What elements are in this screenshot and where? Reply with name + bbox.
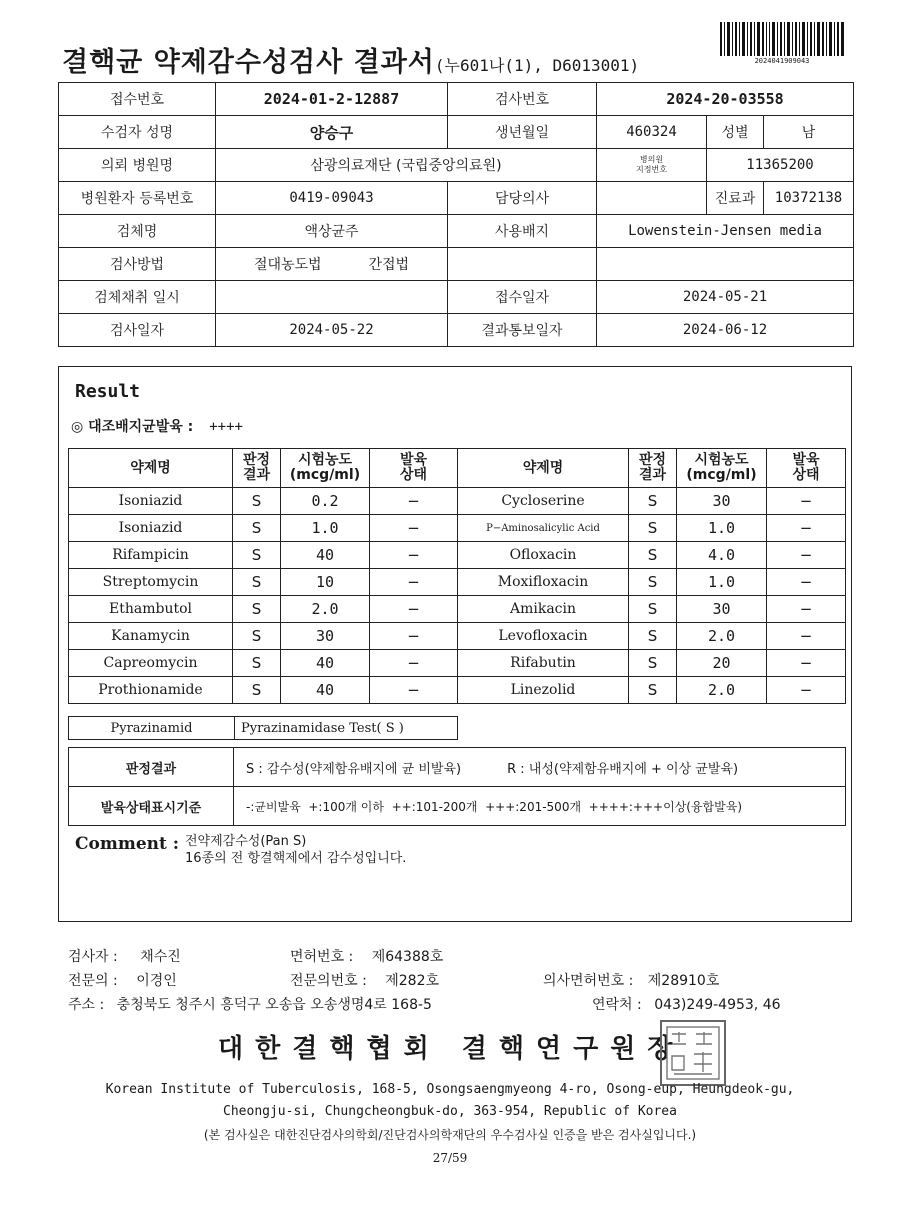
specimen: 액상균주 — [216, 215, 448, 248]
report-date-label: 결과통보일자 — [448, 314, 597, 347]
birth: 460324 — [597, 116, 707, 149]
judge-result: S — [233, 596, 281, 623]
document-title — [62, 40, 639, 79]
test-conc: 4.0 — [677, 542, 767, 569]
specialist-no-line — [290, 970, 439, 990]
test-conc: 30 — [281, 623, 370, 650]
table-row — [69, 596, 846, 623]
hospital: 삼광의료재단 (국립중앙의료원) — [216, 149, 597, 182]
birth-label: 생년월일 — [448, 116, 597, 149]
method-2: 간접법 — [368, 257, 410, 273]
test-conc: 30 — [677, 488, 767, 515]
hospital-code-label-1: 병의원 — [639, 155, 664, 164]
test-conc: 30 — [677, 596, 767, 623]
table-row — [69, 677, 846, 704]
test-conc: 2.0 — [677, 677, 767, 704]
empty-cell — [448, 248, 597, 281]
judge-result: S — [233, 650, 281, 677]
license-line — [290, 946, 443, 966]
method-1: 절대농도법 — [253, 257, 322, 273]
test-conc: 40 — [281, 677, 370, 704]
header-drug: 약제명 — [69, 449, 233, 488]
judge-result: S — [233, 515, 281, 542]
header-growth-1: 발육 — [399, 452, 428, 468]
judge-legend-r: R : 내성(약제함유배지에 + 이상 균발육) — [507, 761, 739, 777]
drug-name: Ethambutol — [69, 596, 233, 623]
drug-name: Levofloxacin — [458, 623, 629, 650]
info-row — [59, 215, 854, 248]
patient-name: 양승구 — [216, 116, 448, 149]
report-date: 2024-06-12 — [597, 314, 854, 347]
page-number: 27/59 — [432, 1151, 468, 1165]
test-conc: 2.0 — [281, 596, 370, 623]
judge-result: S — [629, 596, 677, 623]
growth-status: − — [370, 515, 458, 542]
info-row — [59, 248, 854, 281]
header-growth — [370, 449, 458, 488]
header-conc-2: (mcg/ml) — [289, 467, 361, 483]
doctor-license-line — [543, 970, 719, 990]
address-line — [68, 994, 432, 1014]
legend-row — [69, 787, 846, 826]
judge-result: S — [233, 623, 281, 650]
comment-line: 전약제감수성(Pan S) — [185, 834, 307, 849]
sex-label: 성별 — [707, 116, 764, 149]
test-conc: 0.2 — [281, 488, 370, 515]
judge-result: S — [629, 488, 677, 515]
test-conc: 1.0 — [677, 515, 767, 542]
growth-status: − — [767, 623, 846, 650]
address-english-2: Cheongju-si, Chungcheongbuk-do, 363-954, Republic of Korea — [223, 1104, 677, 1119]
header-conc-2: (mcg/ml) — [686, 467, 757, 483]
judge-result: S — [629, 677, 677, 704]
test-conc: 20 — [677, 650, 767, 677]
collection — [216, 281, 448, 314]
growth-status: − — [767, 542, 846, 569]
hospital-label: 의뢰 병원명 — [59, 149, 216, 182]
info-row — [59, 281, 854, 314]
growth-status: − — [370, 488, 458, 515]
growth-status: − — [767, 515, 846, 542]
medium-label: 사용배지 — [448, 215, 597, 248]
official-seal-icon — [660, 1020, 726, 1086]
growth-legend-label: 발육상태표시기준 — [69, 787, 234, 826]
hospital-code: 11365200 — [707, 149, 854, 182]
hospital-patient-no-label: 병원환자 등록번호 — [59, 182, 216, 215]
growth-status: − — [370, 542, 458, 569]
specimen-label: 검체명 — [59, 215, 216, 248]
specialist-line — [68, 970, 177, 990]
collection-label: 검체채취 일시 — [59, 281, 216, 314]
address-label: 주소 : — [68, 997, 105, 1013]
department: 10372138 — [764, 182, 854, 215]
doctor-label: 담당의사 — [448, 182, 597, 215]
drug-name: Capreomycin — [69, 650, 233, 677]
growth-status: − — [767, 569, 846, 596]
drug-name: Isoniazid — [69, 515, 233, 542]
header-judge-1: 판정 — [638, 452, 667, 468]
info-row — [59, 149, 854, 182]
judge-legend-label: 판정결과 — [69, 748, 234, 787]
judge-result: S — [629, 650, 677, 677]
test-conc: 1.0 — [677, 569, 767, 596]
table-row — [69, 515, 846, 542]
growth-status: − — [370, 596, 458, 623]
received: 2024-05-21 — [597, 281, 854, 314]
doctor-license-label: 의사면허번호 : — [543, 973, 634, 989]
header-judge-1: 판정 — [242, 452, 271, 468]
pyrazinamide-label: Pyrazinamid — [68, 716, 235, 740]
patient-name-label: 수검자 성명 — [59, 116, 216, 149]
test-conc: 40 — [281, 650, 370, 677]
contact-label: 연락처 : — [592, 997, 642, 1013]
header-judge — [233, 449, 281, 488]
tester-label: 검사자 : — [68, 949, 118, 965]
tester-name: 채수진 — [140, 949, 181, 965]
drug-name: Prothionamide — [69, 677, 233, 704]
judge-result: S — [233, 677, 281, 704]
judge-result: S — [629, 623, 677, 650]
drug-name: Kanamycin — [69, 623, 233, 650]
license-no: 제64388호 — [371, 949, 444, 965]
specialist-no: 제282호 — [385, 973, 440, 989]
growth-status: − — [370, 623, 458, 650]
header-judge-2: 결과 — [638, 467, 667, 483]
control-growth-value: ++++ — [209, 419, 243, 435]
judge-legend-value — [234, 748, 846, 787]
table-row — [69, 542, 846, 569]
contact-line — [592, 994, 781, 1014]
result-section — [58, 366, 852, 922]
judge-result: S — [233, 569, 281, 596]
certification-note: (본 검사실은 대한진단검사의학회/진단검사의학재단의 우수검사실 인증을 받은 검사실입니다.) — [203, 1128, 697, 1142]
judge-result: S — [629, 515, 677, 542]
growth-status: − — [370, 677, 458, 704]
reception-no-label: 접수번호 — [59, 83, 216, 116]
drug-name: Ofloxacin — [458, 542, 629, 569]
table-row — [69, 488, 846, 515]
comment-text — [185, 833, 406, 867]
hospital-patient-no: 0419-09043 — [216, 182, 448, 215]
growth-status: − — [767, 488, 846, 515]
judge-result: S — [629, 542, 677, 569]
comment-line: 16종의 전 항결핵제에서 감수성입니다. — [185, 851, 407, 866]
legend-table — [68, 747, 846, 826]
hospital-code-label — [597, 149, 707, 182]
table-row — [69, 650, 846, 677]
method — [216, 248, 448, 281]
test-conc: 10 — [281, 569, 370, 596]
header-conc-1: 시험농도 — [297, 452, 353, 468]
specialist-name: 이경인 — [136, 973, 177, 989]
reception-no: 2024-01-2-12887 — [216, 83, 448, 116]
result-title: Result — [75, 381, 141, 402]
drug-name: Moxifloxacin — [458, 569, 629, 596]
empty-cell — [597, 248, 854, 281]
growth-status: − — [767, 677, 846, 704]
growth-status: − — [370, 569, 458, 596]
patient-info-table — [58, 82, 854, 347]
drug-name: P−Aminosalicylic Acid — [458, 515, 629, 542]
info-row — [59, 116, 854, 149]
control-growth-label: ◎ 대조배지균발육 : — [71, 419, 194, 435]
drug-name: Cycloserine — [458, 488, 629, 515]
judge-result: S — [629, 569, 677, 596]
pyrazinamide-value: Pyrazinamidase Test( S ) — [234, 716, 458, 740]
pyrazinamide-row — [68, 716, 458, 740]
test-conc: 1.0 — [281, 515, 370, 542]
sex: 남 — [764, 116, 854, 149]
barcode-bars — [720, 22, 844, 56]
drug-name: Streptomycin — [69, 569, 233, 596]
control-growth — [71, 416, 243, 436]
info-row — [59, 182, 854, 215]
info-row — [59, 314, 854, 347]
info-row — [59, 83, 854, 116]
header-conc — [281, 449, 370, 488]
test-no-label: 검사번호 — [448, 83, 597, 116]
growth-status: − — [767, 596, 846, 623]
table-row — [69, 569, 846, 596]
method-label: 검사방법 — [59, 248, 216, 281]
header-growth-1: 발육 — [792, 452, 820, 468]
header-growth — [767, 449, 846, 488]
title-text: 결핵균 약제감수성검사 결과서 — [62, 47, 435, 78]
test-no: 2024-20-03558 — [597, 83, 854, 116]
header-conc-1: 시험농도 — [694, 452, 749, 468]
growth-legend-value: -:균비발육 +:100개 이하 ++:101-200개 +++:201-500개 ++++:+++이상(융합발육) — [234, 787, 846, 826]
received-label: 접수일자 — [448, 281, 597, 314]
test-conc: 2.0 — [677, 623, 767, 650]
test-date: 2024-05-22 — [216, 314, 448, 347]
drug-table-header — [69, 449, 846, 488]
header-growth-2: 상태 — [399, 467, 428, 483]
address-english-1: Korean Institute of Tuberculosis, 168-5, Osongsaengmyeong 4-ro, Osong-eup, Heungdeok-gu, — [105, 1082, 795, 1097]
specialist-label: 전문의 : — [68, 973, 118, 989]
contact: 043)249-4953, 46 — [654, 997, 781, 1013]
legend-row — [69, 748, 846, 787]
title-code: (누601나(1), D6013001) — [434, 56, 640, 75]
address: 충청북도 청주시 흥덕구 오송읍 오송생명4로 168-5 — [116, 997, 432, 1013]
department-label: 진료과 — [707, 182, 764, 215]
medium: Lowenstein-Jensen media — [597, 215, 854, 248]
growth-status: − — [767, 650, 846, 677]
judge-legend-s: S : 감수성(약제함유배지에 균 비발육) — [246, 761, 462, 777]
header-judge-2: 결과 — [242, 467, 271, 483]
test-conc: 40 — [281, 542, 370, 569]
drug-name: Linezolid — [458, 677, 629, 704]
organization-name: 대한결핵협회 결핵연구원장 — [218, 1034, 685, 1064]
table-row — [69, 623, 846, 650]
specialist-no-label: 전문의번호 : — [290, 973, 367, 989]
drug-table — [68, 448, 846, 704]
judge-result: S — [233, 488, 281, 515]
header-judge — [629, 449, 677, 488]
test-date-label: 검사일자 — [59, 314, 216, 347]
drug-name: Amikacin — [458, 596, 629, 623]
drug-name: Isoniazid — [69, 488, 233, 515]
license-label: 면허번호 : — [290, 949, 354, 965]
header-conc — [677, 449, 767, 488]
comment-label: Comment : — [75, 834, 180, 854]
growth-status: − — [370, 650, 458, 677]
drug-name: Rifampicin — [69, 542, 233, 569]
doctor-license-no: 제28910호 — [647, 973, 720, 989]
header-drug: 약제명 — [458, 449, 629, 488]
header-growth-2: 상태 — [792, 467, 820, 483]
drug-name: Rifabutin — [458, 650, 629, 677]
hospital-code-label-2: 지정번호 — [636, 165, 667, 174]
tester-line — [68, 946, 181, 966]
barcode — [720, 22, 844, 66]
barcode-number: 2024041909043 — [754, 57, 810, 65]
judge-result: S — [233, 542, 281, 569]
doctor — [597, 182, 707, 215]
